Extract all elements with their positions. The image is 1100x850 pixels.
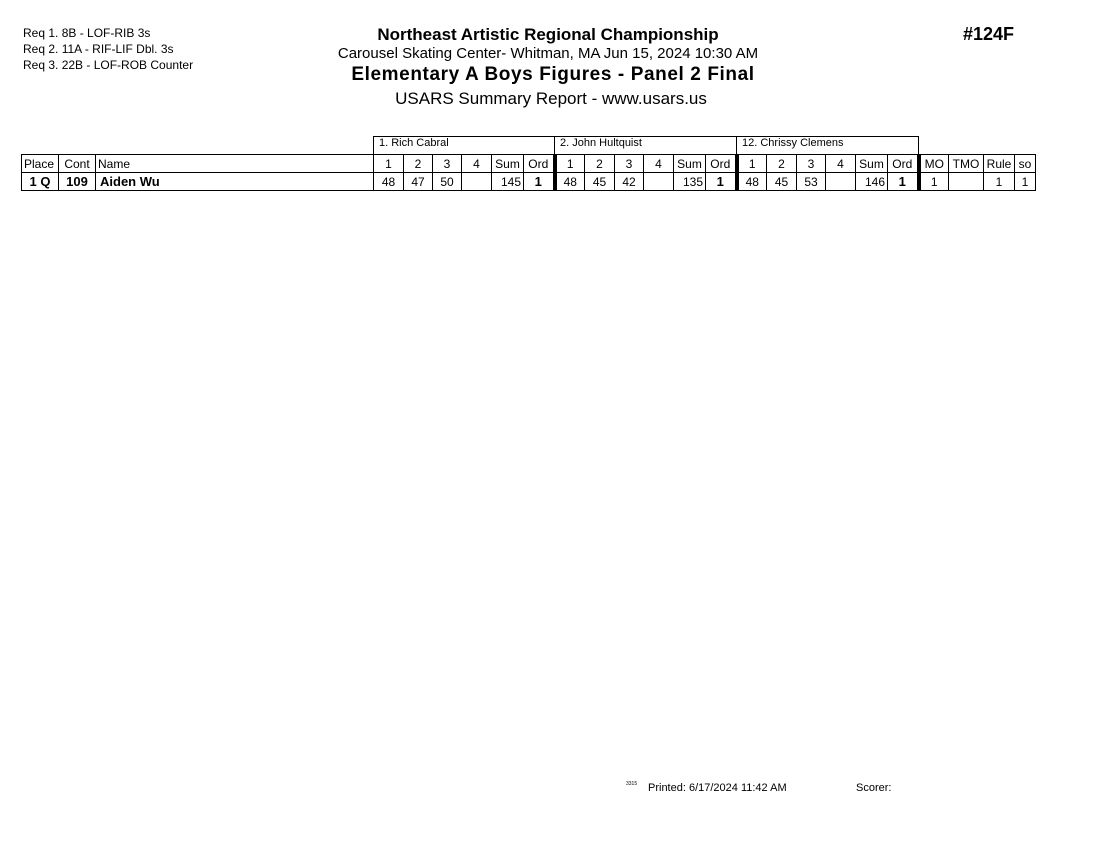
col-j1-2: 2	[404, 155, 433, 173]
j2-ord: 1	[706, 173, 737, 191]
j1-score-2: 47	[404, 173, 433, 191]
report-title: USARS Summary Report - www.usars.us	[395, 89, 707, 108]
j2-sum: 135	[674, 173, 706, 191]
footer-code: 3315	[626, 781, 638, 787]
col-so: so	[1015, 155, 1036, 173]
col-tmo: TMO	[949, 155, 984, 173]
j1-score-1: 48	[374, 173, 404, 191]
so-cell: 1	[1015, 173, 1036, 191]
venue-date: Carousel Skating Center- Whitman, MA Jun 15, 2024 10:30 AM	[337, 45, 759, 62]
j1-sum: 145	[492, 173, 524, 191]
col-j2-4: 4	[644, 155, 674, 173]
col-j2-sum: Sum	[674, 155, 706, 173]
judge-header-3: 12. Chrissy Clemens	[737, 137, 919, 155]
scorer-label: Scorer:	[856, 782, 892, 794]
col-j2-3: 3	[615, 155, 644, 173]
j3-score-4	[826, 173, 856, 191]
j1-score-4	[462, 173, 492, 191]
col-j3-2: 2	[767, 155, 797, 173]
event-title: Elementary A Boys Figures - Panel 2 Final	[351, 64, 755, 85]
col-j3-3: 3	[797, 155, 826, 173]
col-j2-ord: Ord	[706, 155, 737, 173]
cont-cell: 109	[59, 173, 96, 191]
rule-cell: 1	[984, 173, 1015, 191]
j1-score-3: 50	[433, 173, 462, 191]
col-name: Name	[96, 155, 374, 173]
requirement-3: Req 3. 22B - LOF-ROB Counter	[23, 58, 194, 72]
col-j1-sum: Sum	[492, 155, 524, 173]
column-header-row	[22, 155, 1036, 173]
requirement-1: Req 1. 8B - LOF-RIB 3s	[23, 26, 151, 40]
requirement-2: Req 2. 11A - RIF-LIF Dbl. 3s	[23, 42, 174, 56]
j3-sum: 146	[856, 173, 888, 191]
j2-score-2: 45	[585, 173, 615, 191]
j3-score-1: 48	[737, 173, 767, 191]
table-row	[22, 173, 1036, 191]
printed-timestamp: Printed: 6/17/2024 11:42 AM	[648, 782, 787, 794]
col-j3-4: 4	[826, 155, 856, 173]
col-j2-1: 1	[555, 155, 585, 173]
skater-name-cell: Aiden Wu	[96, 173, 374, 191]
j2-score-3: 42	[615, 173, 644, 191]
col-j1-1: 1	[374, 155, 404, 173]
judge-header-1: 1. Rich Cabral	[374, 137, 555, 155]
mo-cell: 1	[919, 173, 949, 191]
judge-header-2: 2. John Hultquist	[555, 137, 737, 155]
j1-ord: 1	[524, 173, 555, 191]
j3-ord: 1	[888, 173, 919, 191]
j3-score-2: 45	[767, 173, 797, 191]
col-j3-1: 1	[737, 155, 767, 173]
col-mo: MO	[919, 155, 949, 173]
place-cell: 1 Q	[22, 173, 59, 191]
col-j1-3: 3	[433, 155, 462, 173]
col-j1-4: 4	[462, 155, 492, 173]
col-j1-ord: Ord	[524, 155, 555, 173]
col-j2-2: 2	[585, 155, 615, 173]
competition-title: Northeast Artistic Regional Championship	[377, 25, 719, 44]
j2-score-1: 48	[555, 173, 585, 191]
col-j3-ord: Ord	[888, 155, 919, 173]
j2-score-4	[644, 173, 674, 191]
col-place: Place	[22, 155, 59, 173]
results-table	[21, 136, 1036, 191]
col-j3-sum: Sum	[856, 155, 888, 173]
j3-score-3: 53	[797, 173, 826, 191]
col-rule: Rule	[984, 155, 1015, 173]
event-number: #124F	[963, 24, 1015, 44]
tmo-cell	[949, 173, 984, 191]
col-cont: Cont	[59, 155, 96, 173]
